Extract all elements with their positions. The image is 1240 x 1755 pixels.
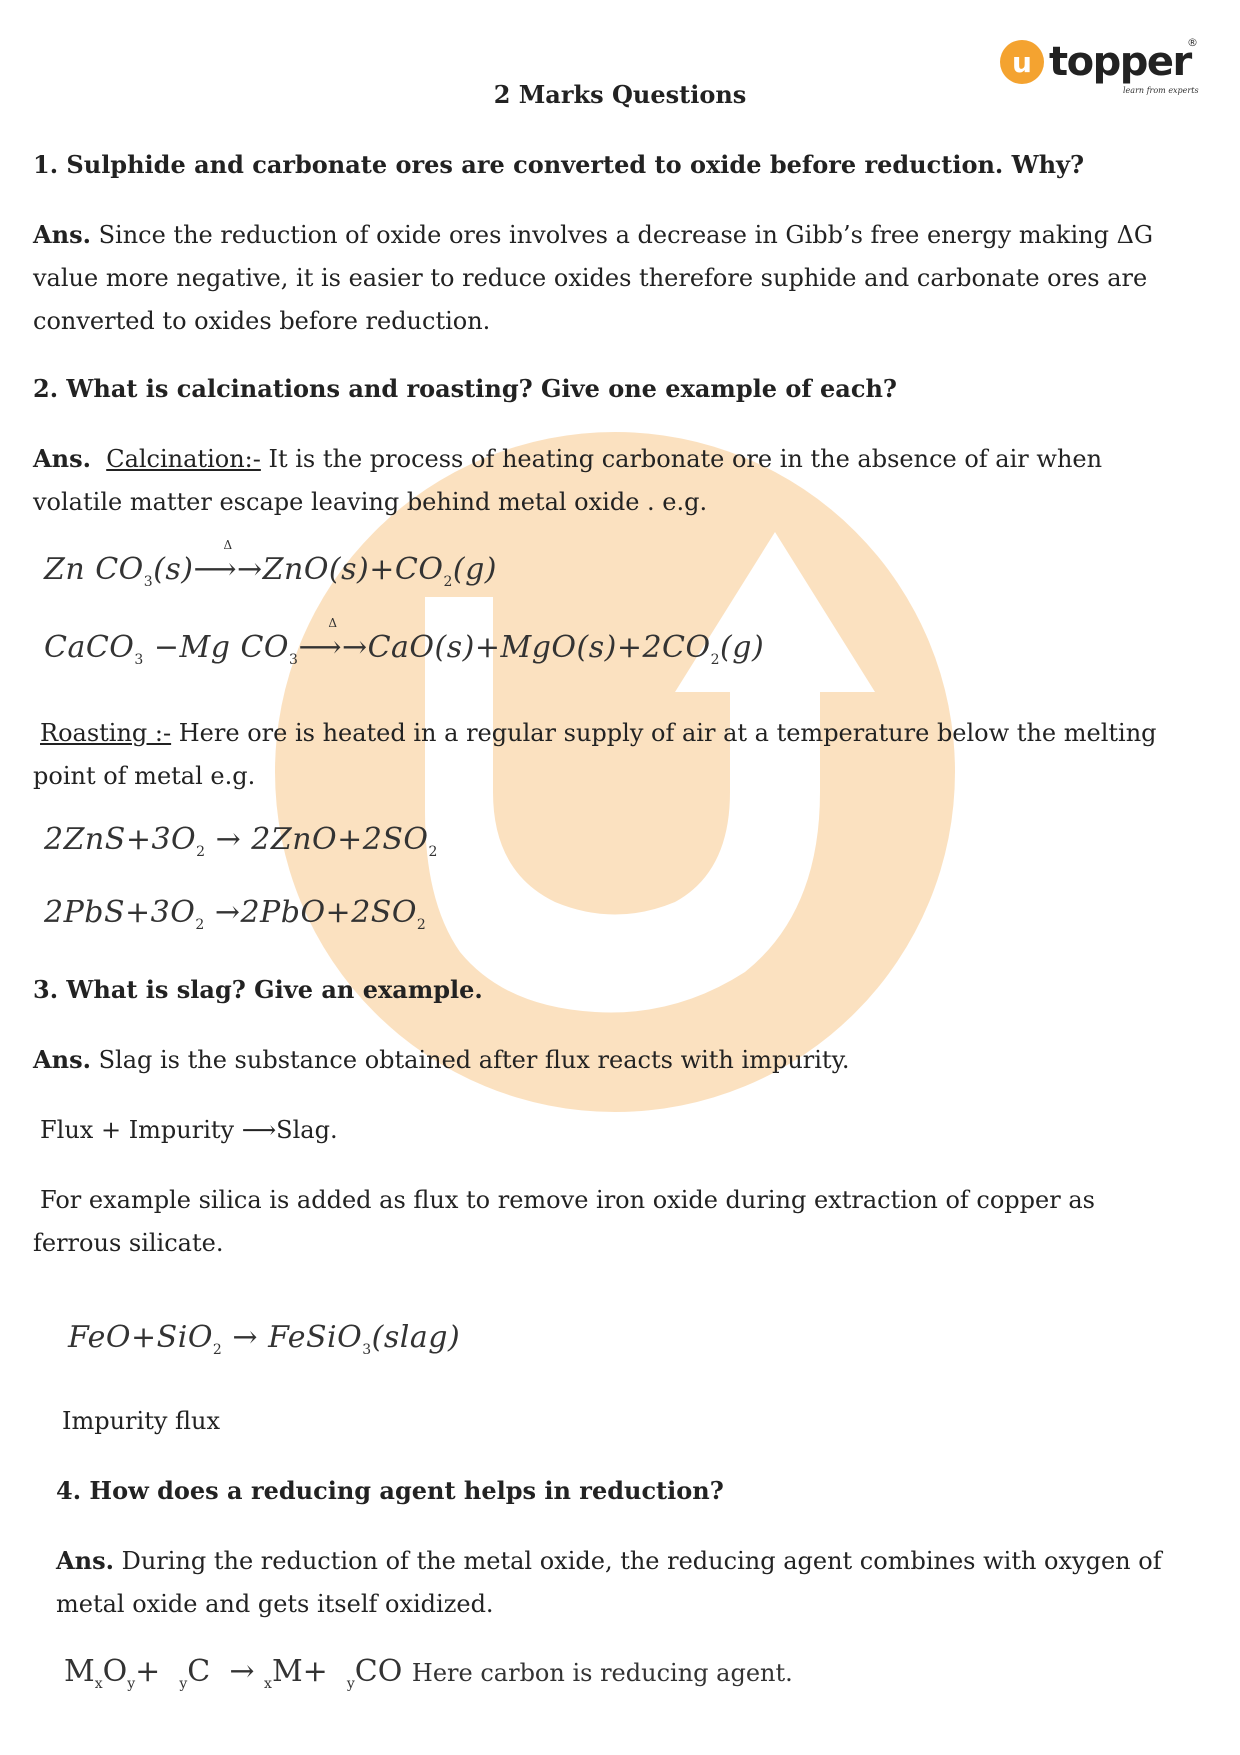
flux-arrow: ⟶ — [241, 1116, 277, 1144]
eq-term: FeO — [68, 1320, 132, 1355]
equation-reducing-agent — [64, 1654, 793, 1692]
eq-sub: y — [179, 1676, 188, 1692]
heat-symbol: Δ — [223, 538, 233, 552]
eq-op: + — [135, 1654, 161, 1689]
question-1: 1. Sulphide and carbonate ores are converted to oxide before reduction. Why? — [33, 150, 1085, 179]
ans-label: Ans. — [33, 220, 91, 249]
eq-term: 2SO — [351, 895, 417, 930]
flux-lhs: Flux + Impurity — [40, 1116, 235, 1144]
eq-term: M — [271, 1654, 303, 1689]
eq-sub: 2 — [196, 844, 206, 860]
eq-op: + — [337, 822, 363, 857]
eq-sub: x — [264, 1676, 272, 1692]
topper-watermark-icon — [275, 432, 955, 1112]
delta-g-symbol: ΔG — [1116, 221, 1154, 249]
eq-state: (s) — [328, 552, 370, 587]
example-line-2: ferrous silicate. — [33, 1229, 224, 1257]
eq-sub: 2 — [416, 917, 427, 933]
eq-term: 2PbO — [240, 895, 326, 930]
eq-sub: 2 — [710, 652, 721, 668]
answer-2-line-1 — [33, 444, 1102, 474]
answer-text: It is the process of heating carbonate ore in the absence of air when — [268, 445, 1103, 473]
eq-op: + — [616, 630, 643, 665]
calcination-term: Calcination:- — [106, 445, 261, 473]
answer-3 — [33, 1045, 850, 1075]
eq-sub: 3 — [289, 652, 299, 668]
slag-caption: Impurity flux — [62, 1407, 221, 1435]
eq-term: MgO — [500, 630, 577, 665]
eq-state: (s) — [153, 552, 194, 587]
eq-sub: 3 — [143, 574, 154, 590]
eq-term: CaO — [367, 630, 435, 665]
answer-4-line-1 — [56, 1546, 1162, 1576]
equation-roasting-1 — [44, 822, 438, 860]
flux-product: Slag. — [276, 1116, 338, 1144]
eq-op: + — [125, 895, 151, 930]
eq-term: C — [187, 1654, 211, 1689]
eq-term: Mg CO — [179, 630, 290, 665]
eq-sub: 3 — [362, 1342, 372, 1358]
eq-arrow: → — [229, 1654, 255, 1689]
ans-label: Ans. — [33, 1045, 91, 1074]
registered-mark: ® — [1187, 36, 1198, 49]
eq-arrow: → — [215, 822, 242, 857]
eq-state: (s) — [434, 630, 475, 665]
roasting-line-2: point of metal e.g. — [33, 762, 256, 790]
answer-text: Slag is the substance obtained after flux reacts with impurity. — [98, 1046, 850, 1074]
eq-sub: y — [127, 1676, 136, 1692]
question-2: 2. What is calcinations and roasting? Give one example of each? — [33, 374, 897, 403]
answer-2-line-2: volatile matter escape leaving behind metal oxide . e.g. — [33, 488, 708, 516]
eq-term: O — [102, 1654, 128, 1689]
eq-op: + — [131, 1320, 157, 1355]
page-title: 2 Marks Questions — [493, 80, 747, 109]
conclusion-text: Here carbon is reducing agent. — [411, 1659, 793, 1687]
eq-sub: 2 — [212, 1342, 223, 1358]
logo-tagline: learn from experts — [1123, 86, 1199, 95]
eq-op: + — [369, 552, 395, 587]
eq-state: (slag) — [371, 1320, 461, 1355]
equation-calcination-1 — [44, 538, 497, 590]
eq-term: SiO — [156, 1320, 213, 1355]
eq-state: (g) — [452, 552, 497, 587]
eq-term: 2SO — [362, 822, 429, 857]
answer-text: During the reduction of the metal oxide, the reducing agent combines with oxygen of — [121, 1547, 1162, 1575]
answer-text: Here ore is heated in a regular supply of air at a temperature below the melting — [178, 719, 1157, 747]
eq-term: CO — [394, 552, 444, 587]
eq-op: + — [325, 895, 352, 930]
logo-wordmark: topper — [1049, 39, 1191, 85]
eq-arrow: → — [232, 1320, 259, 1355]
ans-label: Ans. — [33, 444, 91, 473]
answer-1-line-3: converted to oxides before reduction. — [33, 307, 491, 335]
topper-logo — [1000, 36, 1199, 95]
eq-op: + — [474, 630, 501, 665]
eq-term: Zn CO — [44, 552, 144, 587]
equation-calcination-2 — [44, 616, 765, 668]
eq-term: 2CO — [642, 630, 711, 665]
flux-equation — [40, 1115, 338, 1145]
roasting-term: Roasting :- — [40, 719, 172, 747]
ans-label: Ans. — [56, 1546, 114, 1575]
question-4: 4. How does a reducing agent helps in reduction? — [56, 1476, 724, 1505]
roasting-line-1 — [40, 718, 1157, 748]
eq-term: M — [64, 1654, 95, 1689]
example-line-1: For example silica is added as flux to remove iron oxide during extraction of copper as — [40, 1186, 1095, 1214]
answer-4-line-2: metal oxide and gets itself oxidized. — [56, 1590, 494, 1618]
eq-op: + — [302, 1654, 328, 1689]
equation-slag — [68, 1320, 460, 1358]
eq-sub: y — [346, 1676, 355, 1692]
eq-sub: 3 — [134, 652, 144, 668]
eq-op: + — [125, 822, 152, 857]
eq-sub: 2 — [428, 844, 438, 860]
answer-1-line-1 — [33, 220, 1153, 250]
eq-term: 3O — [150, 895, 196, 930]
eq-arrow: → — [214, 895, 241, 930]
eq-op: − — [153, 630, 180, 665]
eq-state: (s) — [576, 630, 617, 665]
eq-term: 3O — [151, 822, 197, 857]
eq-sub: x — [94, 1676, 103, 1692]
heat-symbol: Δ — [328, 616, 338, 630]
eq-term: CO — [354, 1654, 403, 1689]
heat-arrow: ⟶→ Δ — [298, 616, 368, 665]
question-3: 3. What is slag? Give an example. — [33, 975, 483, 1004]
eq-term: CaCO — [44, 630, 135, 665]
eq-sub: 2 — [195, 917, 205, 933]
eq-term: 2ZnS — [44, 822, 126, 857]
eq-term: 2ZnO — [251, 822, 338, 857]
eq-sub: 2 — [443, 574, 453, 590]
answer-text: Since the reduction of oxide ores involves a decrease in Gibb’s free energy making — [98, 221, 1109, 249]
eq-term: ZnO — [262, 552, 329, 587]
eq-term: 2PbS — [44, 895, 126, 930]
answer-1-line-2: value more negative, it is easier to reduce oxides therefore suphide and carbonate ores are — [33, 264, 1148, 292]
eq-term: FeSiO — [268, 1320, 363, 1355]
eq-state: (g) — [720, 630, 765, 665]
heat-arrow: ⟶→ Δ — [193, 538, 263, 587]
equation-roasting-2 — [44, 895, 426, 933]
logo-circle-icon: u — [1000, 40, 1044, 84]
